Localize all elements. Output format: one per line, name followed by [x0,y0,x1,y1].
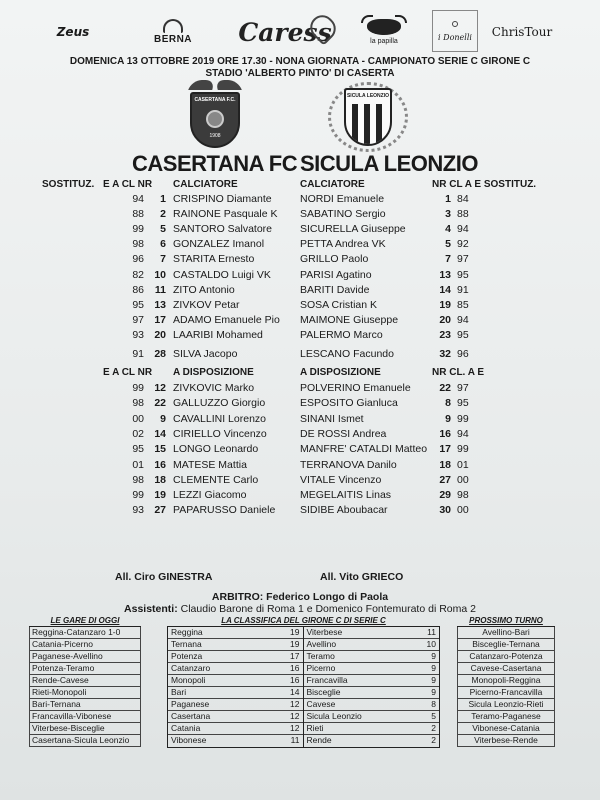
sponsor-donelli: i Donelli [438,32,472,42]
home-player-number: 20 [154,328,166,341]
bull-logo [356,10,412,54]
home-player-number: 1 [160,193,166,205]
away-player-class: 91 [457,283,469,296]
classifica-row [168,711,303,723]
classifica-team: Paganese [171,699,210,709]
home-player-class: 88 [132,208,144,221]
home-player-number: 12 [154,382,166,394]
home-player-number: 7 [160,253,166,266]
home-player-class: 82 [132,268,144,281]
classifica-points: 16 [290,663,300,673]
berna-flower-icon [163,19,183,33]
home-player-name: GONZALEZ Imanol [173,238,265,251]
home-coach: All. Ciro GINESTRA [115,571,213,583]
away-player-name: ESPOSITO Gianluca [300,397,398,410]
classifica-row [168,639,303,651]
sicula-leonzio-crest [328,82,408,152]
away-player-class: 00 [457,473,469,486]
away-player-name: BARITI Davide [300,283,370,296]
sicula-shield [344,88,392,146]
prossimo-item: Avellino-Bari [457,627,555,639]
home-player-number: 9 [160,412,166,425]
home-player-class: 00 [132,412,144,425]
assistants-label: Assistenti: [124,603,178,615]
home-player-name: ZIVKOVIC Marko [173,382,255,394]
home-player-number: 22 [154,397,166,410]
prossimo-turno-title: PROSSIMO TURNO [469,616,543,625]
crest-home-year: 1908 [209,133,221,139]
classifica-team: Viterbese [306,627,343,637]
classifica-team: Catanzaro [171,663,211,673]
classifica-row [304,687,440,699]
home-player-name: CIRIELLO Vincenzo [173,427,267,440]
prossimo-item: Bisceglie-Ternana [457,639,555,651]
away-player-class: 94 [457,223,469,236]
home-player-class: 93 [132,328,144,341]
away-player-number: 17 [439,443,451,456]
classifica-points: 14 [290,687,300,697]
away-player-name: LESCANO Facundo [300,348,394,360]
home-player-name: MATESE Mattia [173,458,247,471]
gare-item: Potenza-Teramo [29,663,141,675]
header-disposizione-away: A DISPOSIZIONE [300,367,381,378]
prossimo-item: Vibonese-Catania [457,723,555,735]
away-player-number: 19 [439,298,451,311]
away-player-name: SINANI Ismet [300,412,364,425]
classifica-team: Bisceglie [306,687,341,697]
classifica-team: Francavilla [306,675,348,685]
home-player-class: 02 [132,427,144,440]
home-player-name: RAINONE Pasquale K [173,208,278,221]
classifica-team: Sicula Leonzio [306,711,362,721]
classifica-row [168,723,303,735]
classifica-row [304,735,440,747]
classifica-row [304,723,440,735]
away-player-name: PARISI Agatino [300,268,372,281]
away-player-name: POLVERINO Emanuele [300,382,411,394]
home-player-number: 14 [154,427,166,440]
home-player-class: 99 [132,489,144,502]
caress-logo [236,10,334,54]
sponsor-caress: Caress [238,17,332,47]
classifica-points: 5 [431,711,436,721]
classifica-row [168,627,303,639]
home-player-name: STARITA Ernesto [173,253,255,266]
prossimo-item: Catanzaro-Potenza [457,651,555,663]
away-player-class: 98 [457,489,469,502]
home-player-class: 98 [132,397,144,410]
away-player-class: 01 [457,458,469,471]
home-player-class: 97 [132,313,144,326]
classifica-points: 19 [290,627,300,637]
away-player-number: 29 [439,489,451,502]
away-player-class: 94 [457,313,469,326]
home-player-name: CASTALDO Luigi VK [173,268,271,281]
classifica-col-left [168,627,304,747]
classifica-team: Casertana [171,711,211,721]
donelli-emblem-icon [452,21,458,27]
away-player-number: 20 [439,313,451,326]
prossimo-item: Sicula Leonzio-Rieti [457,699,555,711]
classifica-points: 16 [290,675,300,685]
zeus-logo [38,10,108,54]
header-calciatore-away: CALCIATORE [300,179,365,190]
classifica-team: Ternana [171,639,202,649]
home-player-class: 95 [132,443,144,456]
away-player-class: 99 [457,443,469,456]
prossimo-turno-list [457,626,555,747]
away-player-name: VITALE Vincenzo [300,473,382,486]
classifica-points: 2 [431,723,436,733]
match-date-line: DOMENICA 13 OTTOBRE 2019 ORE 17.30 - NONA GIORNATA - CAMPIONATO SERIE C GIRONE C [69,56,531,67]
berna-logo [148,10,198,54]
home-player-class: 99 [132,223,144,236]
home-player-number: 16 [154,458,166,471]
stadium-line: STADIO 'ALBERTO PINTO' DI CASERTA [205,68,395,79]
home-player-name: CRISPINO Diamante [173,193,272,205]
home-player-class: 99 [132,382,144,394]
away-player-number: 1 [445,193,451,205]
classifica-team: Rende [306,735,332,745]
header-nr-cl-ae-sostituz-away: NR CL A E SOSTITUZ. [432,179,537,190]
classifica-points: 2 [431,735,436,745]
gare-oggi-title: LE GARE DI OGGI [50,616,120,625]
gare-item: Bari-Ternana [29,699,141,711]
home-player-number: 10 [154,268,166,281]
casertana-shield [190,92,240,148]
home-player-name: CAVALLINI Lorenzo [173,412,266,425]
sponsor-berna: BERNA [153,34,193,45]
home-player-name: LAARIBI Mohamed [173,328,263,341]
away-player-name: SIDIBE Aboubacar [300,504,388,517]
classifica-row [168,663,303,675]
prossimo-item: Viterbese-Rende [457,735,555,747]
classifica-points: 12 [290,699,300,709]
crest-home-text: CASERTANA F.C. [194,97,236,103]
sponsor-bar [0,10,600,54]
player-row [0,348,600,365]
classifica-team: Rieti [306,723,324,733]
classifica-team: Reggina [171,627,203,637]
home-player-class: 98 [132,473,144,486]
away-player-number: 14 [439,283,451,296]
home-player-number: 2 [160,208,166,221]
classifica-row [168,675,303,687]
christour-logo [492,10,552,54]
home-player-number: 15 [154,443,166,456]
away-player-name: MEGELAITIS Linas [300,489,392,502]
home-player-number: 18 [154,473,166,486]
ball-icon [206,110,224,128]
prossimo-item: Teramo-Paganese [457,711,555,723]
away-player-name: DE ROSSI Andrea [300,427,387,440]
gare-item: Francavilla-Vibonese [29,711,141,723]
classifica-points: 11 [427,627,436,637]
away-player-class: 99 [457,412,469,425]
classifica-points: 8 [431,699,436,709]
assistants-line [0,603,600,615]
header-ea-cl-nr-bench: E A CL NR [103,367,153,378]
away-player-name: MANFRE' CATALDI Matteo [300,443,428,456]
header-nr-cl-ae-bench: NR CL. A E [432,367,485,378]
home-player-name: CLEMENTE Carlo [173,473,259,486]
classifica-row [304,651,440,663]
classifica-points: 17 [290,651,300,661]
gare-item: Rieti-Monopoli [29,687,141,699]
classifica-points: 11 [290,735,300,745]
classifica-points: 19 [290,639,300,649]
sponsor-christour: ChrisTour [491,25,553,39]
home-player-number: 28 [154,348,166,360]
away-player-number: 32 [439,348,451,360]
home-player-number: 13 [154,298,166,311]
crest-away-text: SICULA LEONZIO [346,93,390,99]
gare-item: Casertana-Sicula Leonzio [29,735,141,747]
gare-item: Reggina-Catanzaro 1-0 [29,627,141,639]
classifica-title: LA CLASSIFICA DEL GIRONE C DI SERIE C [221,616,386,625]
home-player-name: ZITO Antonio [173,283,235,296]
classifica-team: Picerno [306,663,336,673]
away-player-class: 85 [457,298,469,311]
away-player-number: 3 [445,208,451,221]
home-team-title: CASERTANA FC [132,151,298,176]
away-player-name: GRILLO Paolo [300,253,369,266]
sponsor-papilla: la papilla [370,38,398,45]
classifica-team: Teramo [306,651,335,661]
away-player-class: 95 [457,397,469,410]
player-row [0,504,600,521]
classifica-points: 10 [426,639,436,649]
away-player-number: 7 [445,253,451,266]
away-player-number: 30 [439,504,451,517]
bull-icon [367,19,401,35]
classifica-row [304,699,440,711]
away-player-number: 16 [439,427,451,440]
away-player-name: SICURELLA Giuseppe [300,223,406,236]
classifica-row [168,735,303,747]
away-player-number: 23 [439,328,451,341]
home-player-number: 11 [154,283,166,296]
classifica-row [304,639,440,651]
prossimo-item: Monopoli-Reggina [457,675,555,687]
home-player-number: 6 [160,238,166,251]
classifica-row [304,663,440,675]
away-player-number: 8 [445,397,451,410]
classifica-row [304,711,440,723]
player-row [0,329,600,346]
home-player-name: GALLUZZO Giorgio [173,397,266,410]
classifica-team: Vibonese [171,735,207,745]
classifica-team: Avellino [306,639,337,649]
away-player-class: 95 [457,268,469,281]
home-player-name: SANTORO Salvatore [173,223,273,236]
away-player-number: 13 [439,268,451,281]
away-player-name: MAIMONE Giuseppe [300,313,399,326]
gare-oggi-list [29,626,141,747]
home-player-number: 27 [154,504,166,517]
home-player-name: SILVA Jacopo [173,348,238,360]
home-player-number: 19 [154,489,166,502]
classifica-team: Bari [171,687,187,697]
home-player-number: 17 [154,313,166,326]
casertana-crest [184,78,246,150]
classifica-table [167,626,440,748]
home-player-class: 86 [132,283,144,296]
away-player-class: 97 [457,253,469,266]
home-player-class: 01 [132,458,144,471]
away-player-number: 18 [439,458,451,471]
classifica-row [168,651,303,663]
classifica-col-right [304,627,440,747]
classifica-points: 9 [431,651,436,661]
prossimo-item: Cavese-Casertana [457,663,555,675]
home-player-class: 93 [132,504,144,517]
away-player-name: PALERMO Marco [300,328,383,341]
gare-item: Viterbese-Bisceglie [29,723,141,735]
away-player-name: NORDI Emanuele [300,193,385,205]
away-player-number: 4 [445,223,451,236]
classifica-row [304,675,440,687]
home-player-class: 96 [132,253,144,266]
away-player-class: 96 [457,348,469,360]
home-player-class: 98 [132,238,144,251]
home-player-class: 95 [132,298,144,311]
away-player-class: 92 [457,238,469,251]
away-coach: All. Vito GRIECO [320,571,404,583]
header-disposizione-home: A DISPOSIZIONE [173,367,254,378]
away-player-name: TERRANOVA Danilo [300,458,397,471]
away-player-class: 97 [457,382,469,394]
away-team-title: SICULA LEONZIO [300,151,478,176]
donelli-logo [432,10,478,52]
classifica-team: Catania [171,723,201,733]
home-player-class: 91 [132,348,144,360]
away-player-number: 22 [439,382,451,394]
away-player-class: 88 [457,208,469,221]
gare-item: Rende-Cavese [29,675,141,687]
away-player-number: 27 [439,473,451,486]
home-player-name: ZIVKOV Petar [173,298,240,311]
home-player-name: LONGO Leonardo [173,443,259,456]
home-player-name: LEZZI Giacomo [173,489,247,502]
away-player-class: 95 [457,328,469,341]
prossimo-item: Picerno-Francavilla [457,687,555,699]
referee-line: ARBITRO: Federico Longo di Paola [211,591,389,603]
classifica-team: Cavese [306,699,336,709]
away-player-number: 9 [445,412,451,425]
home-player-name: PAPARUSSO Daniele [173,504,276,517]
away-player-name: SABATINO Sergio [300,208,386,221]
home-player-number: 5 [160,223,166,236]
away-player-class: 94 [457,427,469,440]
classifica-team: Potenza [171,651,203,661]
classifica-row [168,687,303,699]
classifica-points: 9 [431,687,436,697]
gare-item: Catania-Picerno [29,639,141,651]
home-player-name: ADAMO Emanuele Pio [173,313,280,326]
away-player-number: 5 [445,238,451,251]
home-player-class: 94 [132,193,144,205]
classifica-row [304,627,440,639]
classifica-row [168,699,303,711]
classifica-team: Monopoli [171,675,206,685]
classifica-points: 12 [290,723,300,733]
away-player-name: PETTA Andrea VK [300,238,386,251]
away-player-class: 00 [457,504,469,517]
classifica-points: 9 [431,663,436,673]
away-player-class: 84 [457,193,469,205]
classifica-points: 12 [290,711,300,721]
assistants-names: Claudio Barone di Roma 1 e Domenico Fontemurato di Roma 2 [180,603,476,615]
header-sostituz-home: SOSTITUZ. [42,179,95,190]
sponsor-zeus: Zeus [56,25,90,39]
away-player-name: SOSA Cristian K [300,298,378,311]
classifica-points: 9 [431,675,436,685]
gare-item: Paganese-Avellino [29,651,141,663]
header-calciatore-home: CALCIATORE [173,179,238,190]
header-ea-cl-nr-home: E A CL NR [103,179,153,190]
